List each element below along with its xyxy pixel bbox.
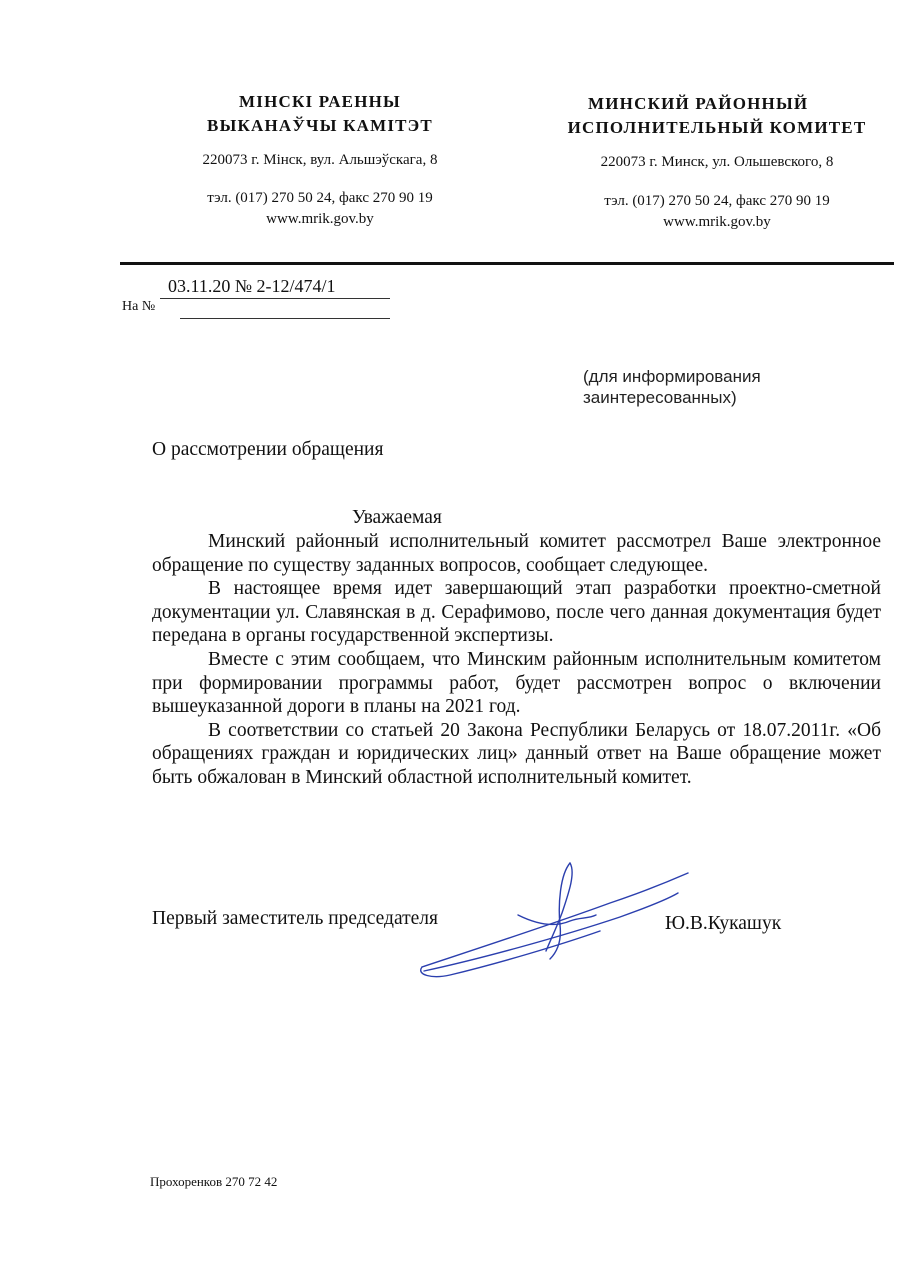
signatory-position: Первый заместитель председателя bbox=[152, 908, 438, 929]
outgoing-date: 03.11.20 bbox=[168, 276, 231, 296]
paragraph-4: В соответствии со статьей 20 Закона Республики Беларусь от 18.07.2011г. «Об обращениях граждан и юридических лиц» данный ответ на Ваше обращение может быть обжалован в Минский областной исполнительный комитет. bbox=[152, 719, 881, 788]
header-by-website: www.mrik.gov.by bbox=[266, 211, 374, 227]
registration-underline bbox=[160, 298, 390, 299]
addressee bbox=[583, 366, 761, 408]
executor-footer: Прохоренков 270 72 42 bbox=[150, 1174, 278, 1189]
header-by-phone: тэл. (017) 270 50 24, факс 270 90 19 bbox=[207, 190, 433, 206]
header-by-title-line1: МІНСКІ РАЕННЫ bbox=[239, 92, 401, 111]
reference-prefix: На bbox=[122, 299, 139, 314]
outgoing-number: 2-12/474/1 bbox=[256, 276, 336, 296]
reference-number-sign: № bbox=[141, 299, 156, 314]
paragraph-3: Вместе с этим сообщаем, что Минским районным исполнительным комитетом при формировании программы работ, будет рассмотрен вопрос о включении вышеуказанной дороги в планы на 2021 год. bbox=[152, 648, 881, 718]
header-ru-address: 220073 г. Минск, ул. Ольшевского, 8 bbox=[600, 154, 834, 170]
subject: О рассмотрении обращения bbox=[152, 439, 384, 460]
signatory-name: Ю.В.Кукашук bbox=[665, 913, 782, 934]
reference-line bbox=[122, 299, 155, 315]
header-by-address: 220073 г. Мінск, вул. Альшэўскага, 8 bbox=[202, 152, 438, 168]
header-ru-title-line1: МИНСКИЙ РАЙОННЫЙ bbox=[588, 94, 809, 113]
header-ru bbox=[540, 92, 894, 231]
header-by-title-line2: ВЫКАНАЎЧЫ КАМІТЭТ bbox=[207, 116, 433, 135]
addressee-line1: (для информирования bbox=[583, 367, 761, 386]
paragraph-2: В настоящее время идет завершающий этап разработки проектно-сметной документации ул. Славянская в д. Серафимово, после чего данная документация будет передана в органы государственной экспертизы. bbox=[152, 578, 881, 647]
number-sign: № bbox=[234, 276, 253, 296]
letter-body bbox=[152, 530, 881, 790]
header-ru-phone: тэл. (017) 270 50 24, факс 270 90 19 bbox=[604, 193, 830, 209]
paragraph-1: Минский районный исполнительный комитет рассмотрел Ваше электронное обращение по существу заданных вопросов, сообщает следующее. bbox=[152, 531, 881, 576]
handwritten-signature bbox=[410, 855, 700, 985]
header-by bbox=[150, 90, 490, 228]
header-divider bbox=[120, 262, 894, 265]
greeting: Уважаемая bbox=[352, 507, 442, 528]
header-ru-title-line2: ИСПОЛНИТЕЛЬНЫЙ КОМИТЕТ bbox=[567, 118, 867, 137]
addressee-line2: заинтересованных) bbox=[583, 388, 737, 407]
header-ru-website: www.mrik.gov.by bbox=[663, 214, 771, 230]
reference-underline bbox=[180, 318, 390, 319]
registration-line bbox=[168, 276, 336, 297]
